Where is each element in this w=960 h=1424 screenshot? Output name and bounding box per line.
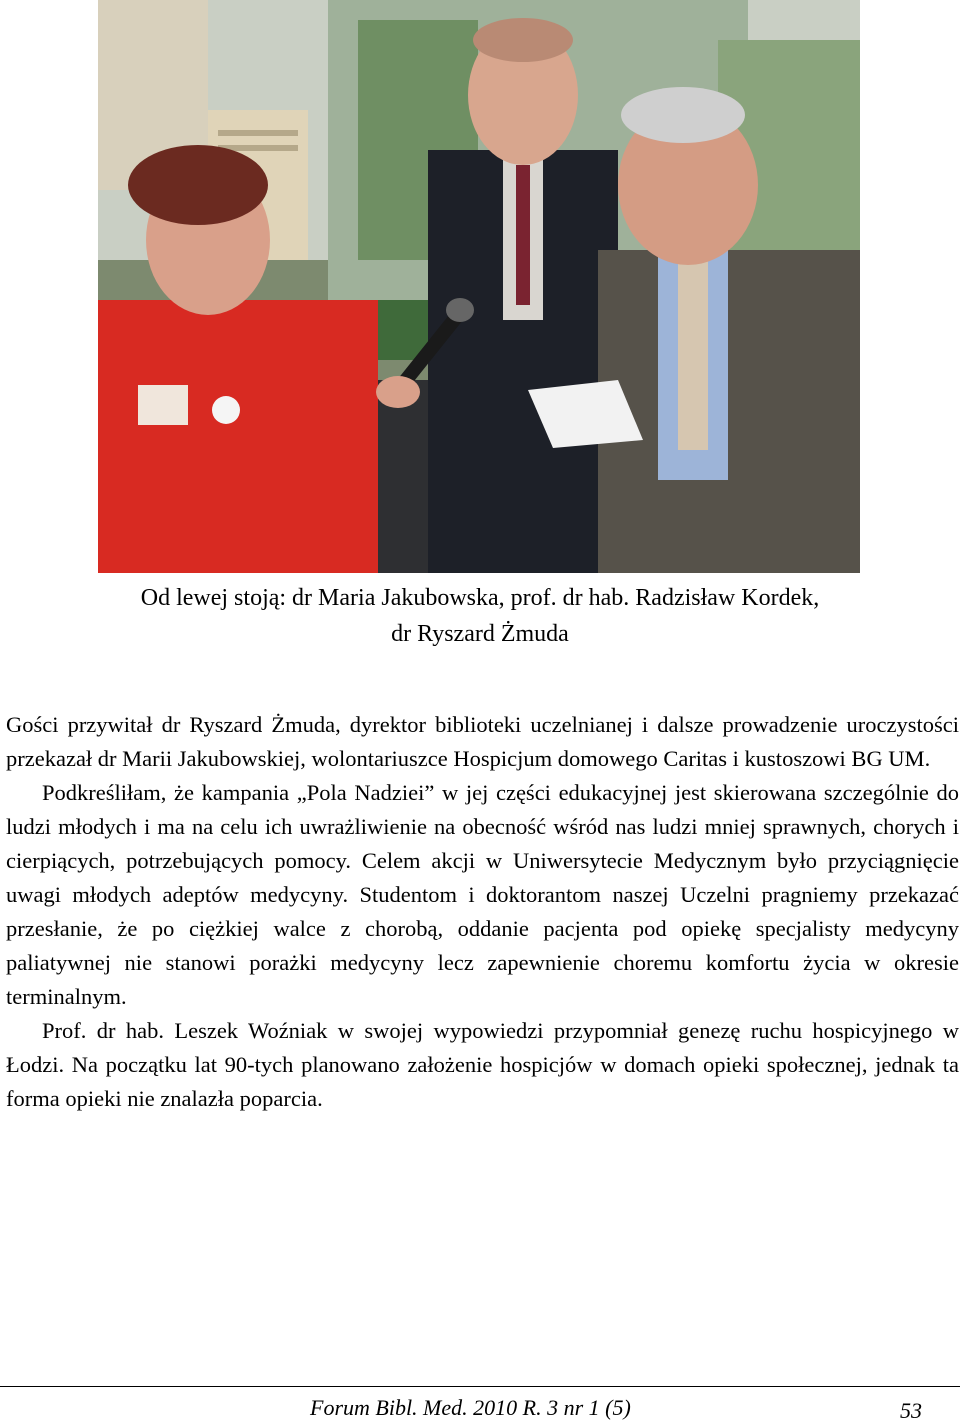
photo-caption bbox=[40, 580, 920, 652]
paragraph-1: Gości przywitał dr Ryszard Żmuda, dyrektor biblioteki uczelnianej i dalsze prowadzenie uroczystości przekazał dr Marii Jakubowskiej, wolontariuszce Hospicjum domowego Caritas i kustoszowi BG UM. bbox=[6, 712, 959, 771]
caption-line-1: Od lewej stoją: dr Maria Jakubowska, prof. dr hab. Radzisław Kordek, bbox=[140, 585, 820, 611]
caption-line-2: dr Ryszard Żmuda bbox=[391, 621, 569, 647]
event-photo bbox=[98, 0, 860, 573]
footer-journal-title: Forum Bibl. Med. 2010 R. 3 nr 1 (5) bbox=[310, 1395, 631, 1420]
footer-divider bbox=[0, 1386, 960, 1387]
article-body bbox=[6, 708, 959, 1116]
paragraph-3: Prof. dr hab. Leszek Woźniak w swojej wypowiedzi przypomniał genezę ruchu hospicyjnego w Łodzi. Na początku lat 90-tych planowano założenie hospicjów w domach opieki społecznej, jednak ta forma opieki nie znalazła poparcia. bbox=[6, 1018, 959, 1111]
paragraph-2: Podkreśliłam, że kampania „Pola Nadziei” w jej części edukacyjnej jest skierowana szczególnie do ludzi młodych i ma na celu ich uwrażliwienie na obecność wśród nas ludzi mniej sprawnych, chorych i cierpiących, potrzebujących pomocy. Celem akcji w Uniwersytecie Medycznym było przyciągnięcie uwagi młodych adeptów medycyny. Studentom i doktorantom naszej Uczelni pragniemy przekazać przesłanie, że po ciężkiej walce z chorobą, oddanie pacjenta pod opiekę specjalisty medycyny paliatywnej nie stanowi porażki medycyny lecz zapewnienie choremu komfortu życia w okresie terminalnym. bbox=[6, 780, 959, 1009]
page-number: 53 bbox=[900, 1398, 922, 1423]
